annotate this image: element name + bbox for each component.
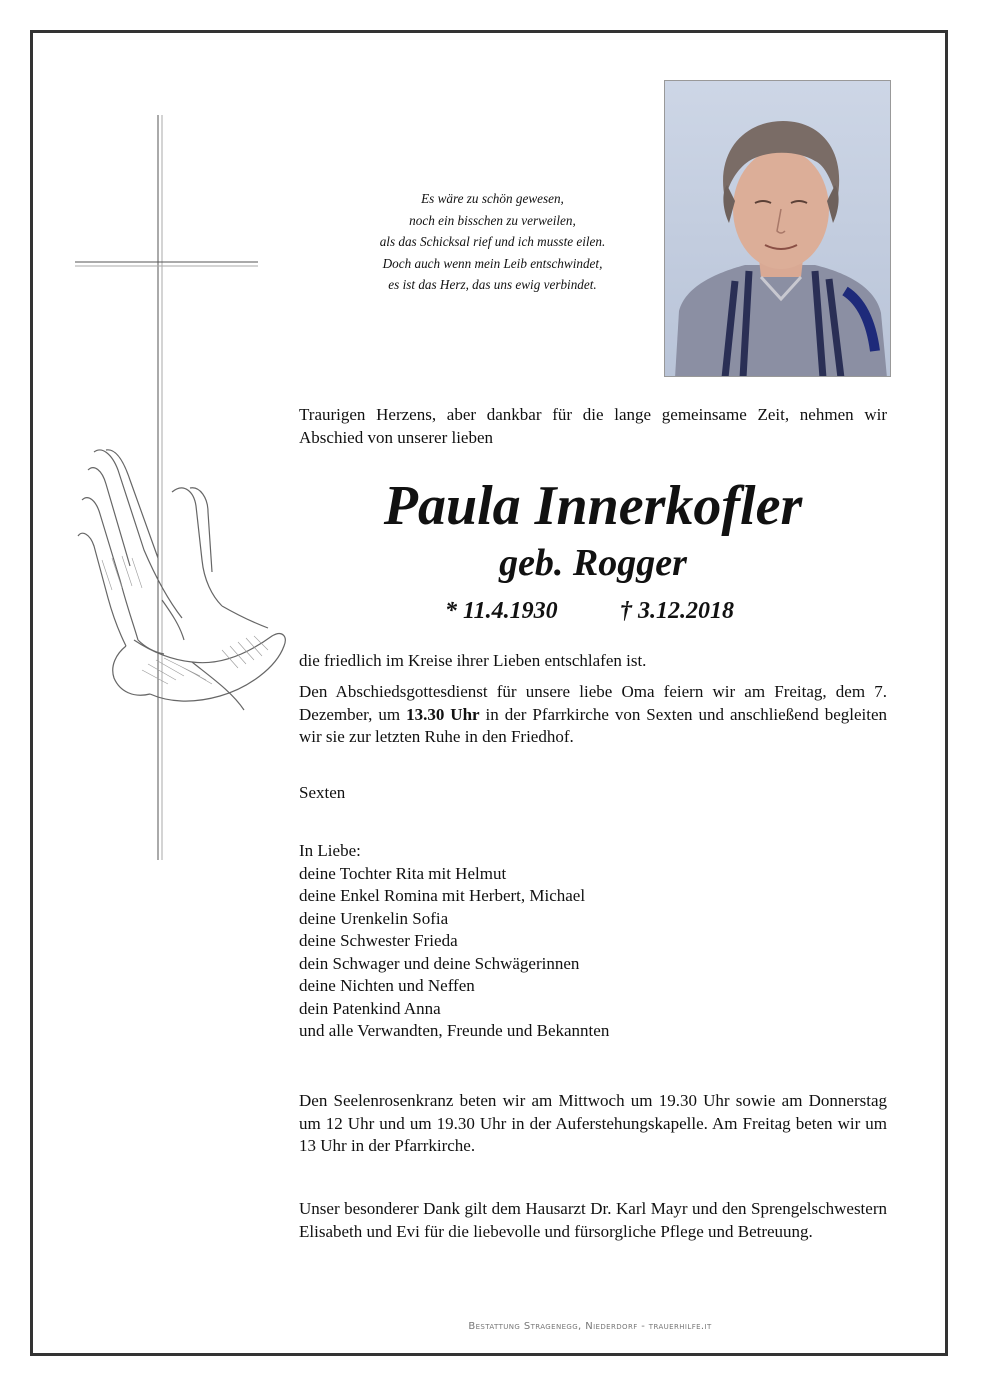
thanks-text: Unser besonderer Dank gilt dem Hausarzt Dr. Karl Mayr und den Sprengelschwestern Elisabeth und Evi für die liebevolle und fürsorgliche Pflege und Betreuung.	[299, 1199, 887, 1241]
place-text: Sexten	[299, 783, 346, 802]
poem-line: noch ein bisschen zu verweilen,	[409, 212, 576, 228]
service-time: 13.30 Uhr	[406, 704, 480, 724]
list-item: deine Tochter Rita mit Helmut	[299, 863, 507, 883]
list-item: deine Nichten und Neffen	[299, 976, 475, 995]
poem-line: es ist das Herz, das uns ewig verbindet.	[388, 277, 597, 292]
list-item: In Liebe:	[299, 841, 361, 860]
birth-name: geb. Rogger	[499, 542, 687, 584]
passed-text: die friedlich im Kreise ihrer Lieben entschlafen ist.	[299, 651, 647, 670]
intro-text: Traurigen Herzens, aber dankbar für die lange gemeinsame Zeit, nehmen wir Abschied von unserer lieben	[299, 405, 887, 447]
service-text-part: Den Abschiedsgottesdienst für unsere liebe Oma feiern wir am Freitag, dem 7. Dezember, um	[299, 682, 887, 724]
list-item: dein Patenkind Anna	[299, 998, 441, 1018]
praying-hands-icon	[72, 440, 290, 715]
family-list	[299, 840, 887, 1043]
service-text	[299, 681, 887, 749]
footer-text: Bestattung Stragenegg, Niederdorf - trauerhilfe.it	[468, 1321, 712, 1332]
poem-line: Doch auch wenn mein Leib entschwindet,	[382, 255, 603, 271]
list-item: und alle Verwandten, Freunde und Bekannten	[299, 1021, 610, 1040]
poem	[330, 188, 655, 296]
death-date: † 3.12.2018	[620, 598, 734, 624]
list-item: deine Urenkelin Sofia	[299, 908, 449, 928]
list-item: deine Enkel Romina mit Herbert, Michael	[299, 886, 586, 905]
poem-line: Es wäre zu schön gewesen,	[421, 191, 564, 206]
rosary-text: Den Seelenrosenkranz beten wir am Mittwoch um 19.30 Uhr sowie am Donnerstag um 12 Uhr und um 19.30 Uhr in der Auferstehungskapelle. Am Freitag beten wir um 13 Uhr in der Pfarrkirche.	[299, 1091, 887, 1155]
service-text-part: in der Pfarrkirche von Sexten und anschließend begleiten wir sie zur letzten Ruhe in den Friedhof.	[299, 704, 888, 746]
list-item: deine Schwester Frieda	[299, 931, 458, 950]
birth-date: * 11.4.1930	[445, 598, 558, 624]
deceased-name: Paula Innerkofler	[383, 475, 803, 537]
poem-line: als das Schicksal rief und ich musste eilen.	[379, 234, 606, 249]
list-item: dein Schwager und deine Schwägerinnen	[299, 953, 580, 973]
portrait-photo	[664, 80, 891, 377]
